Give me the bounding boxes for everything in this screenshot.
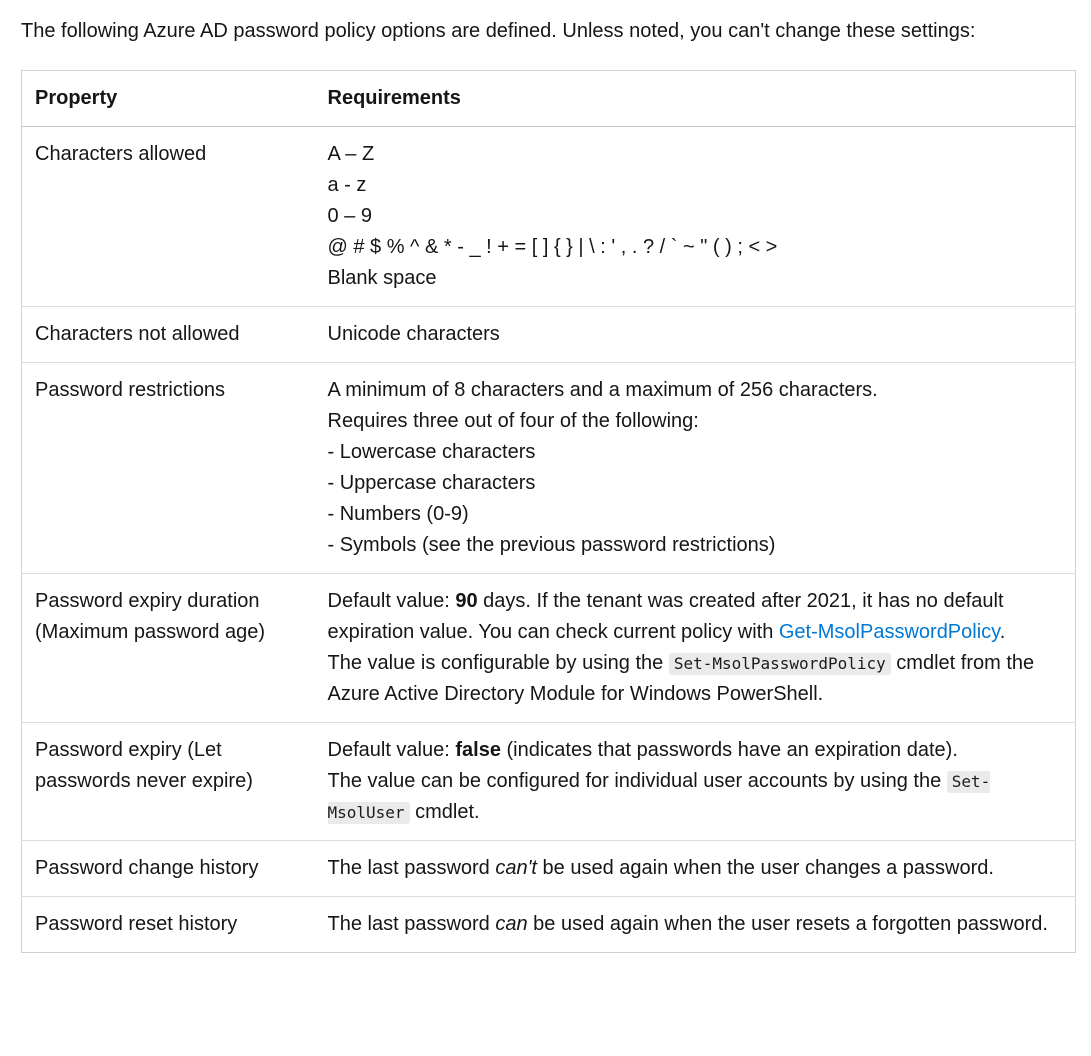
cmdlet-link[interactable]: Get-MsolPasswordPolicy <box>778 621 1000 643</box>
text-span: A – Z <box>327 143 375 165</box>
text-span: days. If the tenant was created after 2021, it has no default expiration value. You can check current policy with <box>327 590 1004 643</box>
table-body <box>22 127 1076 953</box>
property-cell: Characters allowed <box>35 143 207 165</box>
requirement-line <box>328 170 1062 201</box>
inline-code: Set-MsolUser <box>327 772 991 822</box>
requirements-cell <box>315 574 1076 723</box>
text-span: cmdlet from the Azure Active Directory Module for Windows PowerShell. <box>327 652 1035 705</box>
property-cell: Characters not allowed <box>22 307 315 363</box>
text-span: The value is configurable by using the <box>327 652 669 674</box>
inline-code: Set-MsolPasswordPolicy <box>669 653 891 675</box>
text-span: . <box>999 621 1006 643</box>
table-row <box>22 307 1076 363</box>
requirement-line <box>328 201 1062 232</box>
text-span: Requires three out of four of the following: <box>327 410 699 432</box>
text-span: a - z <box>327 174 367 196</box>
text-span: - Lowercase characters <box>327 441 536 463</box>
requirement-line <box>328 406 1062 437</box>
italic-text: can <box>495 913 528 935</box>
property-cell: Password restrictions <box>22 363 315 574</box>
requirements-cell <box>315 841 1076 897</box>
text-span: cmdlet. <box>409 801 480 823</box>
table-row <box>22 574 1076 723</box>
text-span: The last password <box>327 857 496 879</box>
text-span: - Numbers (0-9) <box>327 503 469 525</box>
text-span: Unicode characters <box>327 323 500 345</box>
table-row <box>22 723 1076 841</box>
requirement-line <box>328 648 1062 710</box>
text-span: Default value: <box>327 590 456 612</box>
page-intro: The following Azure AD password policy options are defined. Unless noted, you can't change these settings: <box>21 20 976 42</box>
requirement-line <box>328 437 1062 468</box>
requirement-line <box>328 499 1062 530</box>
requirement-line <box>328 139 1062 170</box>
requirement-line <box>328 853 1062 884</box>
text-span: be used again when the user changes a password. <box>536 857 994 879</box>
text-span: The last password <box>327 913 496 935</box>
requirement-line <box>328 232 1062 263</box>
text-span: Default value: <box>327 739 456 761</box>
text-span: A minimum of 8 characters and a maximum of 256 characters. <box>327 379 878 401</box>
text-span: @ # $ % ^ & * - _ ! + = [ ] { } | \ : ' , . ? / ` ~ " ( ) ; < > <box>327 236 778 258</box>
requirements-cell <box>315 307 1076 363</box>
property-cell: Password expiry (Let passwords never expire) <box>22 723 315 841</box>
password-policy-table <box>21 70 1076 953</box>
requirements-cell <box>315 363 1076 574</box>
table-header-property: Property <box>22 71 315 127</box>
property-cell: Password reset history <box>22 897 315 953</box>
table-row <box>22 841 1076 897</box>
requirement-line <box>328 263 1062 294</box>
bold-text: 90 <box>455 590 478 612</box>
requirement-line <box>328 766 1062 828</box>
requirement-line <box>328 909 1062 940</box>
table-header-requirements: Requirements <box>315 71 1076 127</box>
requirements-cell <box>315 897 1076 953</box>
text-span: Blank space <box>327 267 437 289</box>
text-span: be used again when the user resets a forgotten password. <box>527 913 1048 935</box>
requirement-line <box>328 530 1062 561</box>
requirement-line <box>328 586 1062 648</box>
requirement-line <box>328 735 1062 766</box>
text-span: 0 – 9 <box>327 205 372 227</box>
property-cell: Password change history <box>22 841 315 897</box>
table-header-row <box>22 71 1076 127</box>
property-cell: Password expiry duration (Maximum password age) <box>22 574 315 723</box>
requirement-line <box>328 319 1062 350</box>
requirement-line <box>328 375 1062 406</box>
bold-text: false <box>455 739 501 761</box>
table-row <box>22 127 1076 307</box>
table-row <box>22 897 1076 953</box>
text-span: - Symbols (see the previous password restrictions) <box>327 534 776 556</box>
italic-text: can't <box>495 857 537 879</box>
table-row <box>22 363 1076 574</box>
requirement-line <box>328 468 1062 499</box>
text-span: (indicates that passwords have an expiration date). <box>500 739 958 761</box>
text-span: The value can be configured for individual user accounts by using the <box>327 770 947 792</box>
requirements-cell <box>315 723 1076 841</box>
requirements-cell <box>315 127 1076 307</box>
text-span: - Uppercase characters <box>327 472 536 494</box>
